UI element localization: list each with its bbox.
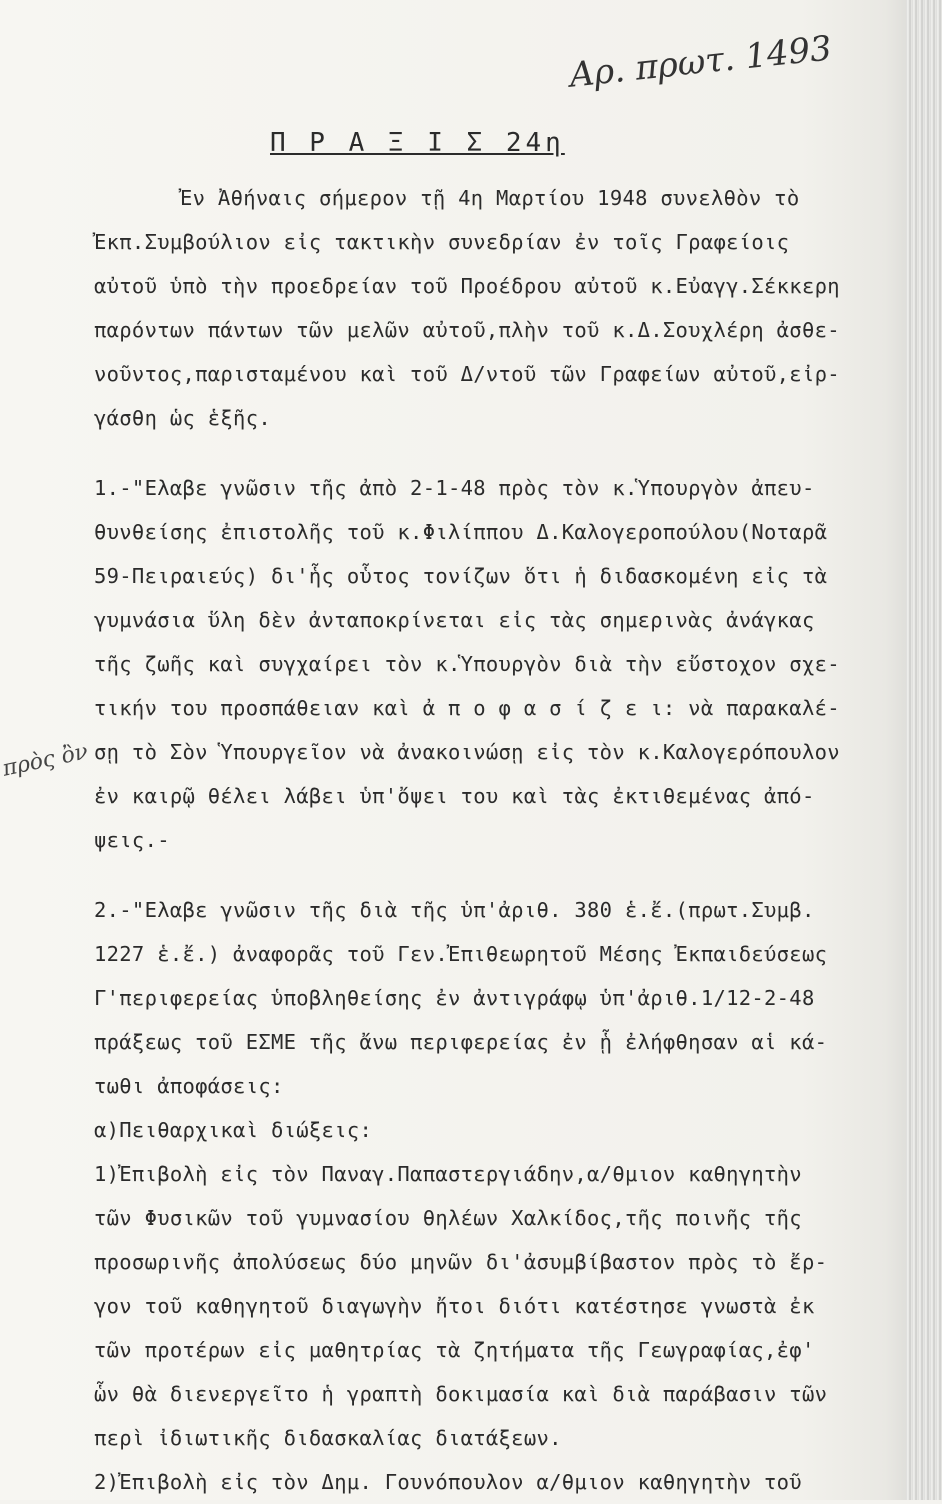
text-line: περὶ ἰδιωτικῆς διδασκαλίας διατάξεων. [94, 1426, 562, 1450]
page-binding-edge [906, 0, 942, 1500]
text-line: 2.-"Ελαβε γνῶσιν τῆς διὰ τῆς ὑπ'ἀριθ. 380 ἑ.ἔ.(πρωτ.Συμβ. [94, 898, 815, 922]
text-line: ἐν καιρῷ θέλει λάβει ὑπ'ὄψει του καὶ τὰς ἐκτιθεμένας ἀπό- [94, 784, 815, 808]
text-line: Γ'περιφερείας ὑποβληθείσης ἐν ἀντιγράφῳ ὑπ'ἀριθ.1/12-2-48 [94, 986, 815, 1010]
text-line: 1.-"Ελαβε γνῶσιν τῆς ἀπὸ 2-1-48 πρὸς τὸν κ.Ὑπουργὸν ἀπευ- [94, 476, 815, 500]
text-line: τῶν προτέρων εἰς μαθητρίας τὰ ζητήματα τῆς Γεωγραφίας,ἐφ' [94, 1338, 815, 1362]
text-line: προσωρινῆς ἀπολύσεως δύο μηνῶν δι'ἀσυμβίβαστον πρὸς τὸ ἔρ- [94, 1250, 828, 1274]
text-line: γυμνάσια ὕλη δὲν ἀνταποκρίνεται εἰς τὰς σημερινὰς ἀνάγκας [94, 608, 815, 632]
text-line: α)Πειθαρχικαὶ διώξεις: [94, 1118, 373, 1142]
text-line: Ἐκπ.Συμβούλιον εἰς τακτικὴν συνεδρίαν ἐν τοῖς Γραφείοις [94, 230, 790, 254]
handwritten-margin-note: πρὸς ὂν [0, 739, 91, 782]
text-line: πράξεως τοῦ ΕΣΜΕ τῆς ἄνω περιφερείας ἐν ᾗ ἐλήφθησαν αἱ κά- [94, 1030, 828, 1054]
text-line: παρόντων πάντων τῶν μελῶν αὐτοῦ,πλὴν τοῦ κ.Δ.Σουχλέρη ἀσθε- [94, 318, 840, 342]
text-line: Ἐν Ἀθήναις σήμερον τῇ 4η Μαρτίου 1948 συνελθὸν τὸ [180, 186, 800, 210]
text-line: αὐτοῦ ὑπὸ τὴν προεδρείαν τοῦ Προέδρου αὐτοῦ κ.Εὐαγγ.Σέκκερη [94, 274, 840, 298]
text-line: τῶν Φυσικῶν τοῦ γυμνασίου θηλέων Χαλκίδος,τῆς ποινῆς τῆς [94, 1206, 802, 1230]
text-line: 2)Ἐπιβολὴ εἰς τὸν Δημ. Γουνόπουλον α/θμιον καθηγητὴν τοῦ [94, 1470, 802, 1494]
text-line: 1227 ἑ.ἔ.) ἀναφορᾶς τοῦ Γεν.Ἐπιθεωρητοῦ Μέσης Ἐκπαιδεύσεως [94, 942, 828, 966]
text-line: τῆς ζωῆς καὶ συγχαίρει τὸν κ.Ὑπουργὸν διὰ τὴν εὔστοχον σχε- [94, 652, 840, 676]
text-line: τικήν του προσπάθειαν καὶ ἀ π ο φ α σ ί ζ ε ι: νὰ παρακαλέ- [94, 696, 840, 720]
text-line: σῃ τὸ Σὸν Ὑπουργεῖον νὰ ἀνακοινώσῃ εἰς τὸν κ.Καλογερόπουλον [94, 740, 840, 764]
text-line: θυνθείσης ἐπιστολῆς τοῦ κ.Φιλίππου Δ.Καλογεροπούλου(Νοταρᾶ [94, 520, 828, 544]
handwritten-protocol-number: Αρ. πρωτ. 1493 [567, 28, 834, 96]
text-line: 59-Πειραιεύς) δι'ἧς οὗτος τονίζων ὅτι ἡ διδασκομένη εἰς τὰ [94, 564, 828, 588]
document-title: Π Ρ Α Ξ Ι Σ 24η [270, 128, 565, 158]
text-line: ὧν θὰ διενεργεῖτο ἡ γραπτὴ δοκιμασία καὶ διὰ παράβασιν τῶν [94, 1382, 828, 1406]
text-line: τωθι ἀποφάσεις: [94, 1074, 284, 1098]
text-line: γον τοῦ καθηγητοῦ διαγωγὴν ἤτοι διότι κατέστησε γνωστὰ ἐκ [94, 1294, 815, 1318]
text-line: νοῦντος,παρισταμένου καὶ τοῦ Δ/ντοῦ τῶν Γραφείων αὐτοῦ,εἰρ- [94, 362, 840, 386]
text-line: γάσθη ὡς ἑξῆς. [94, 406, 271, 430]
text-line: ψεις.- [94, 828, 170, 852]
text-line: 1)Ἐπιβολὴ εἰς τὸν Παναγ.Παπαστεργιάδην,α/θμιον καθηγητὴν [94, 1162, 802, 1186]
document-body [94, 176, 894, 1504]
